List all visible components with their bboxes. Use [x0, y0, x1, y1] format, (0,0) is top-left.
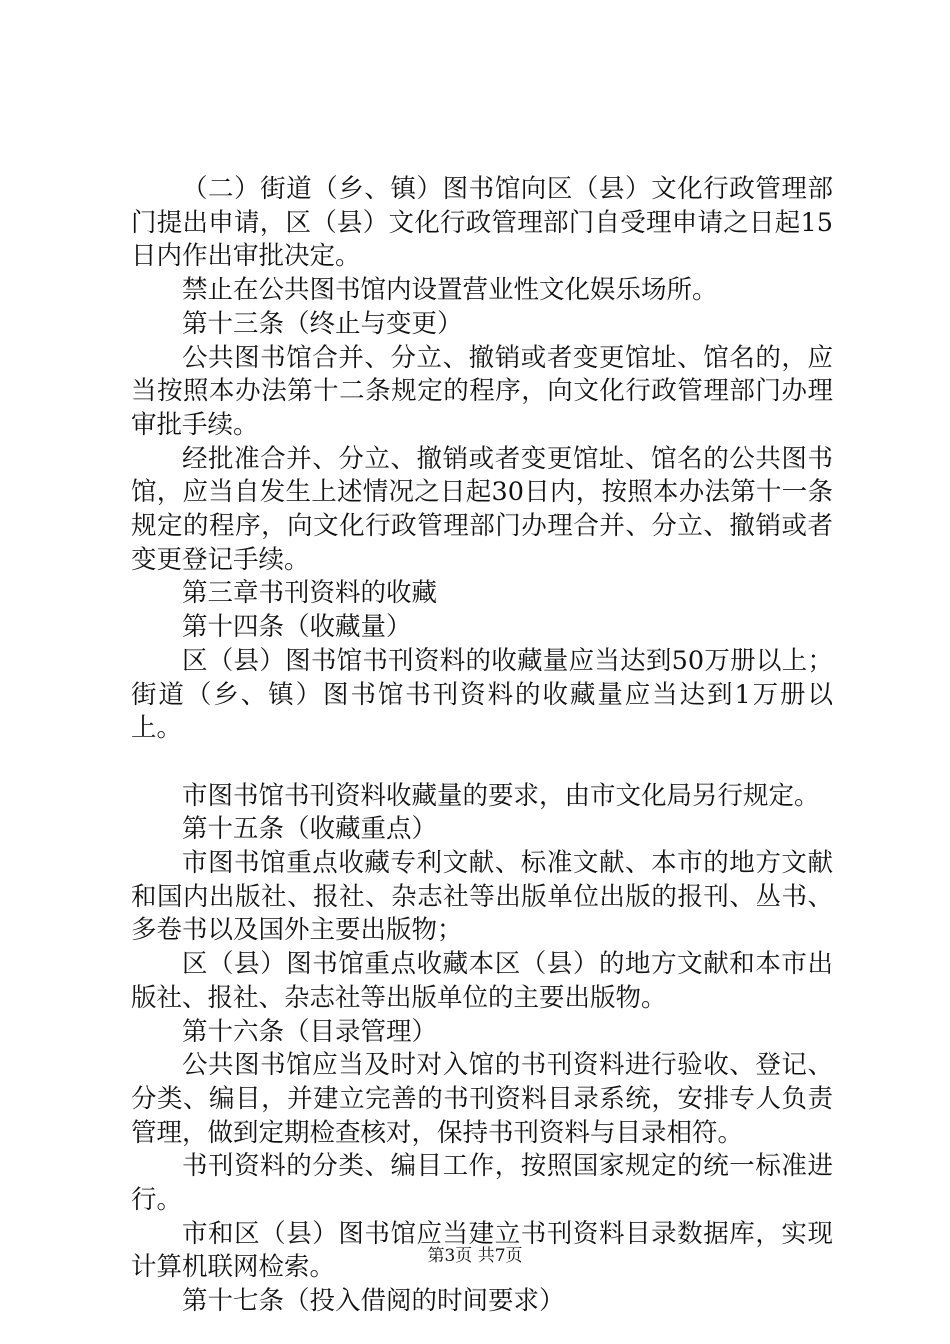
- paragraph: 市和区（县）图书馆应当建立书刊资料目录数据库，实现计算机联网检索。: [131, 1218, 833, 1283]
- paragraph: 市图书馆重点收藏专利文献、标准文献、本市的地方文献和国内出版社、报社、杂志社等出版单位出版的报刊、丛书、多卷书以及国外主要出版物；: [131, 848, 833, 946]
- article-heading: 第十七条（投入借阅的时间要求）: [182, 1286, 565, 1317]
- paragraph: 禁止在公共图书馆内设置营业性文化娱乐场所。: [182, 275, 718, 306]
- page-footer: 第3页 共7页: [427, 1246, 523, 1266]
- paragraph: 区（县）图书馆重点收藏本区（县）的地方文献和本市出版社、报社、杂志社等出版单位的主要出版物。: [131, 949, 833, 1013]
- paragraph: 公共图书馆应当及时对入馆的书刊资料进行验收、登记、分类、编目，并建立完善的书刊资料目录系统，安排专人负责管理，做到定期检查核对，保持书刊资料与目录相符。: [131, 1050, 833, 1148]
- article-heading: 第十五条（收藏重点）: [182, 814, 438, 845]
- paragraph: 经批准合并、分立、撤销或者变更馆址、馆名的公共图书馆，应当自发生上述情况之日起30日内，按照本办法第十一条规定的程序，向文化行政管理部门办理合并、分立、撤销或者变更登记手续。: [131, 443, 833, 575]
- chapter-heading: 第三章书刊资料的收藏: [182, 578, 438, 609]
- article-heading: 第十三条（终止与变更）: [182, 308, 463, 339]
- paragraph: 区（县）图书馆书刊资料的收藏量应当达到50万册以上；街道（乡、镇）图书馆书刊资料的收藏量应当达到1万册以上。: [131, 645, 833, 744]
- paragraph: 书刊资料的分类、编目工作，按照国家规定的统一标准进行。: [131, 1151, 833, 1216]
- paragraph: 市图书馆书刊资料收藏量的要求，由市文化局另行规定。: [182, 780, 820, 811]
- document-body: [131, 173, 833, 1319]
- blank-line: [131, 746, 833, 780]
- paragraph: （二）街道（乡、镇）图书馆向区（县）文化行政管理部门提出申请，区（县）文化行政管理部门自受理申请之日起15日内作出审批决定。: [131, 174, 833, 272]
- paragraph: 公共图书馆合并、分立、撤销或者变更馆址、馆名的，应当按照本办法第十二条规定的程序，向文化行政管理部门办理审批手续。: [131, 342, 833, 440]
- article-heading: 第十四条（收藏量）: [182, 612, 412, 643]
- article-heading: 第十六条（目录管理）: [182, 1016, 438, 1047]
